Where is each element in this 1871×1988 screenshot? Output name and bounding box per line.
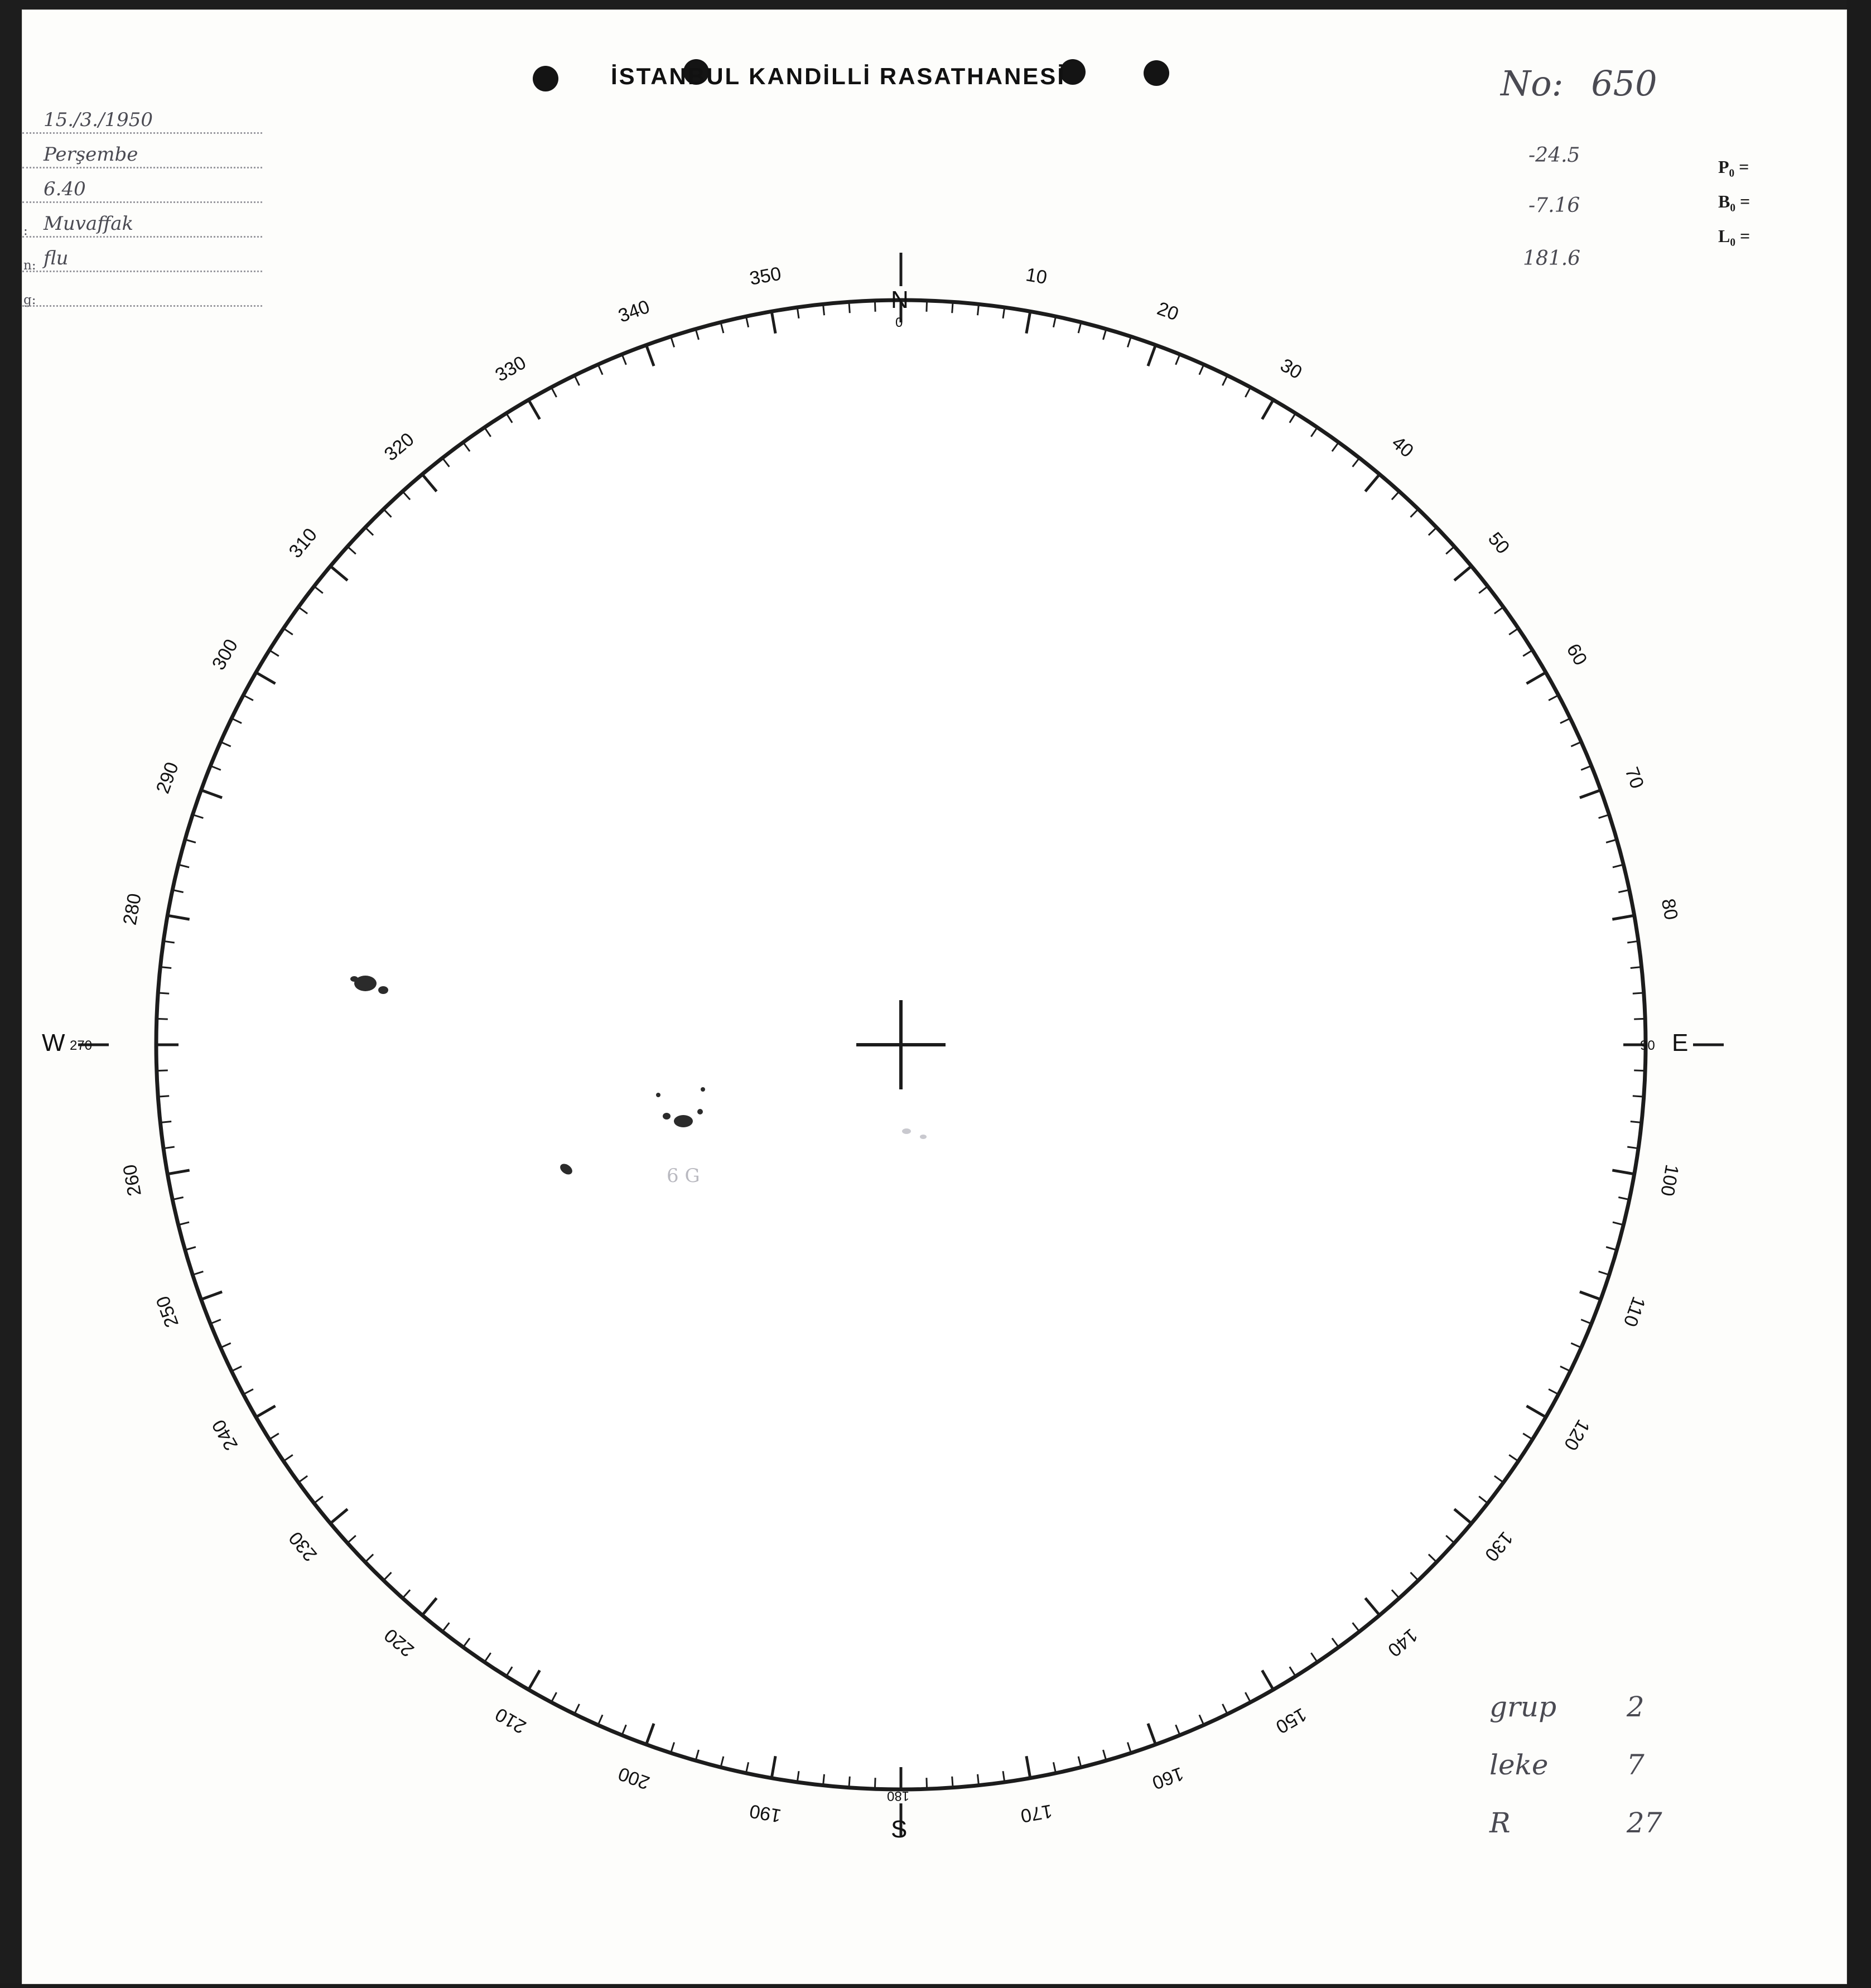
minor-tick [978,304,979,315]
degree-label: 300 [208,635,243,674]
l0-label: L₀ = [1718,226,1751,246]
scan-edge-left [0,0,22,1988]
observation-sheet [22,10,1846,1984]
degree-label: 80 [1657,897,1682,921]
form-row-label: : [23,224,28,238]
degree-label: 60 [1562,640,1592,669]
p0-value: -24.5 [1528,144,1580,167]
minor-tick [849,1777,850,1788]
solar-disc-svg [75,219,1727,1870]
cardinal-east: E [1672,1029,1689,1056]
form-row-label: g: [23,293,36,307]
form-row-dots [22,167,262,168]
cardinal-north-degree: 0 [895,315,903,330]
degree-label: 10 [1024,264,1049,289]
count-value: 27 [1626,1807,1662,1839]
count-key: grup [1489,1691,1557,1723]
minor-tick [1633,1096,1644,1097]
scan-edge-top [0,0,1871,10]
degree-label: 100 [1656,1162,1683,1198]
form-row-value: 6.40 [44,178,86,200]
degree-label: 290 [152,759,183,797]
form-row [22,177,262,211]
minor-tick [849,302,850,313]
scan-edge-right [1846,0,1871,1988]
degree-label: 30 [1276,354,1306,384]
degree-label: 220 [380,1624,418,1661]
minor-tick [160,967,171,968]
minor-tick [952,302,953,313]
degree-label: 250 [152,1293,183,1330]
degree-label: 120 [1559,1416,1594,1454]
cardinal-east-degree: 90 [1640,1038,1655,1053]
degree-label: 190 [748,1800,783,1827]
form-row-dots [22,201,262,203]
count-value: 2 [1626,1691,1645,1723]
degree-label: 160 [1149,1763,1187,1794]
degree-label: 350 [748,263,783,289]
sheet-number [1501,63,1657,104]
degree-label: 260 [119,1162,146,1198]
sheet-number-label: No: [1501,63,1564,104]
form-row-value: Muvaffak [44,213,134,235]
degree-label: 200 [615,1763,653,1794]
form-row [22,108,262,142]
cardinal-west: W [42,1029,65,1056]
minor-tick [823,1774,824,1786]
minor-tick [978,1774,979,1786]
degree-label: 140 [1383,1624,1422,1661]
minor-tick [952,1777,953,1788]
degree-label: 230 [284,1527,322,1566]
degree-label: 150 [1272,1703,1310,1738]
observatory-title: İSTANBUL KANDİLLİ RASATHANESİ [611,63,1065,89]
minor-tick [823,304,824,315]
cardinal-south-degree: 180 [887,1788,910,1803]
degree-label: 330 [491,351,530,387]
l0-value: 181.6 [1523,247,1581,270]
degree-label: 340 [615,296,653,327]
count-key: R [1489,1807,1511,1839]
count-value: 7 [1626,1749,1645,1781]
degree-label: 40 [1387,432,1417,462]
cardinal-south: S [891,1816,908,1843]
degree-label: 20 [1154,297,1182,325]
form-row-label: n: [23,258,36,273]
cardinal-north: N [891,286,909,313]
minor-tick [160,1122,171,1123]
scan-edge-bottom [0,1984,1871,1988]
sunspot-annotation: 6 G [667,1165,700,1187]
degree-label: 130 [1480,1527,1517,1566]
punch-hole-4 [1144,60,1169,86]
form-row-value: 15./3./1950 [44,109,153,131]
degree-label: 70 [1621,764,1648,792]
minor-tick [1631,1122,1642,1123]
form-row [22,142,262,177]
degree-label: 240 [208,1416,243,1454]
form-row-dots [22,132,262,134]
cardinal-west-degree: 270 [70,1038,93,1053]
degree-label: 170 [1019,1800,1054,1827]
b0-label: B₀ = [1718,191,1751,211]
punch-hole-1 [533,66,558,91]
degree-label: 320 [380,428,418,466]
b0-value: -7.16 [1528,194,1580,217]
minor-tick [1634,1070,1645,1071]
degree-label: 50 [1484,528,1514,558]
form-row-value: flu [44,247,69,269]
degree-label: 310 [284,524,322,562]
degree-label: 210 [491,1703,530,1738]
count-key: leke [1489,1749,1549,1781]
degree-label: 280 [119,891,146,927]
minor-tick [1631,967,1642,968]
minor-tick [157,1070,168,1071]
minor-tick [158,1096,169,1097]
degree-label: 110 [1619,1294,1650,1330]
p0-label: P₀ = [1718,157,1749,177]
form-row-value: Perşembe [44,143,138,166]
sheet-number-value: 650 [1591,63,1657,104]
